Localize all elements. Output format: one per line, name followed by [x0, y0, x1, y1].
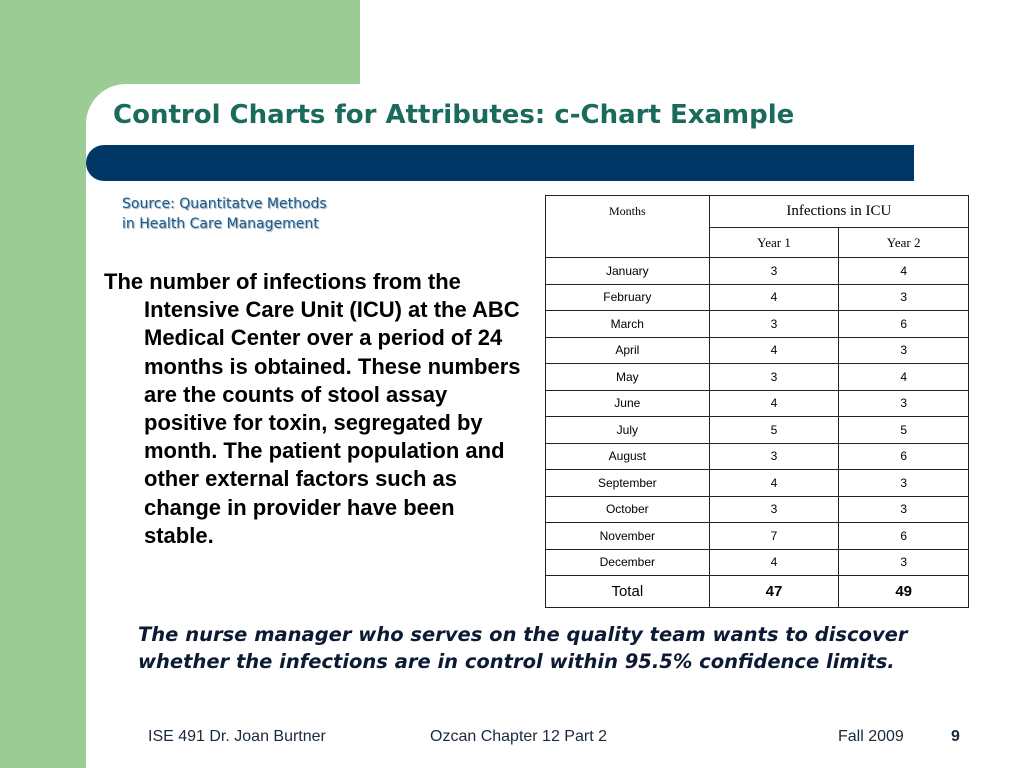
month-cell: September [546, 470, 710, 497]
year1-cell: 5 [709, 417, 839, 444]
source-citation [122, 194, 327, 234]
infections-table [545, 195, 969, 608]
table-row [546, 470, 969, 497]
year2-header: Year 2 [839, 228, 969, 258]
year1-cell: 3 [709, 258, 839, 285]
month-cell: December [546, 549, 710, 576]
year2-cell: 3 [839, 390, 969, 417]
table-row [546, 523, 969, 550]
year1-header: Year 1 [709, 228, 839, 258]
month-cell: May [546, 364, 710, 391]
year2-cell: 4 [839, 364, 969, 391]
table-row [546, 337, 969, 364]
table-row [546, 390, 969, 417]
year1-cell: 7 [709, 523, 839, 550]
year2-cell: 4 [839, 258, 969, 285]
year2-cell: 6 [839, 443, 969, 470]
source-line-1: Source: Quantitatve Methods [122, 196, 327, 212]
month-cell: February [546, 284, 710, 311]
year1-cell: 4 [709, 390, 839, 417]
total-label: Total [546, 576, 710, 608]
month-cell: November [546, 523, 710, 550]
year2-cell: 3 [839, 337, 969, 364]
table-row [546, 284, 969, 311]
problem-description: The number of infections from the Intensive Care Unit (ICU) at the ABC Medical Center over a period of 24 months is obtained. These numbers are the counts of stool assay positive for toxin, segregated by month. The patient population and other external factors such as change in provider have been stable. [104, 269, 521, 548]
footer-chapter: Ozcan Chapter 12 Part 2 [430, 728, 607, 745]
months-header: Months [546, 196, 710, 258]
year1-cell: 3 [709, 311, 839, 338]
table-row [546, 364, 969, 391]
table-row [546, 549, 969, 576]
title-underline-band [86, 145, 914, 181]
year1-cell: 4 [709, 549, 839, 576]
footer-term: Fall 2009 [838, 728, 904, 745]
year1-cell: 3 [709, 443, 839, 470]
month-cell: January [546, 258, 710, 285]
table-row [546, 417, 969, 444]
year2-cell: 3 [839, 549, 969, 576]
table-row [546, 443, 969, 470]
year2-cell: 3 [839, 284, 969, 311]
month-cell: October [546, 496, 710, 523]
year2-cell: 5 [839, 417, 969, 444]
year2-cell: 6 [839, 523, 969, 550]
month-cell: June [546, 390, 710, 417]
month-cell: August [546, 443, 710, 470]
month-cell: July [546, 417, 710, 444]
infections-header: Infections in ICU [709, 196, 968, 228]
page-number: 9 [951, 728, 960, 745]
month-cell: April [546, 337, 710, 364]
table-row [546, 496, 969, 523]
year1-cell: 4 [709, 284, 839, 311]
total-row [546, 576, 969, 608]
month-cell: March [546, 311, 710, 338]
year1-cell: 4 [709, 337, 839, 364]
table-row [546, 311, 969, 338]
year1-cell: 3 [709, 496, 839, 523]
footer-course: ISE 491 Dr. Joan Burtner [148, 728, 326, 745]
slide-title: Control Charts for Attributes: c-Chart Example [113, 100, 795, 130]
year2-cell: 3 [839, 496, 969, 523]
total-year1: 47 [709, 576, 839, 608]
table-row [546, 258, 969, 285]
year2-cell: 3 [839, 470, 969, 497]
total-year2: 49 [839, 576, 969, 608]
question-text: The nurse manager who serves on the quality team wants to discover whether the infections are in control within 95.5% confidence limits. [138, 623, 908, 673]
year2-cell: 6 [839, 311, 969, 338]
year1-cell: 4 [709, 470, 839, 497]
source-line-2: in Health Care Management [122, 216, 319, 232]
year1-cell: 3 [709, 364, 839, 391]
